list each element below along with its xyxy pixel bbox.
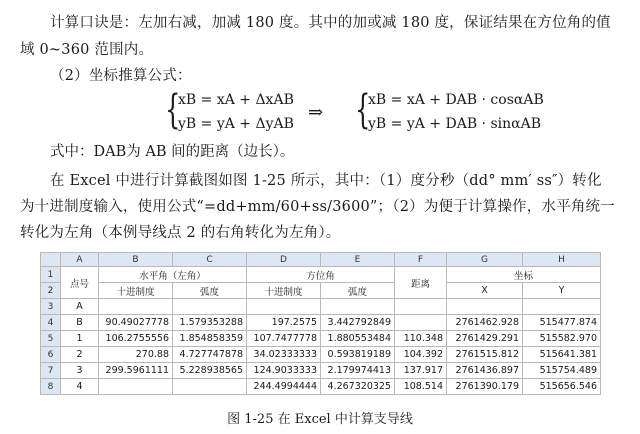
cell[interactable]: 2.179974413 xyxy=(321,363,395,379)
cell[interactable]: 106.2755556 xyxy=(99,331,173,347)
cell[interactable]: 90.49027778 xyxy=(99,315,173,331)
left-brace: { xyxy=(165,87,181,133)
body-line-2 xyxy=(20,194,628,221)
cell[interactable] xyxy=(395,299,447,315)
row-number[interactable]: 8 xyxy=(41,379,61,395)
header-x[interactable]: X xyxy=(447,283,523,299)
cell[interactable]: 2 xyxy=(61,347,99,363)
cell[interactable]: 515582.970 xyxy=(523,331,601,347)
cell[interactable]: 2761436.897 xyxy=(447,363,523,379)
formula-heading xyxy=(20,63,628,90)
cell[interactable]: 4.267320325 xyxy=(321,379,395,395)
formula-left-y: yB = yA + ΔyAB xyxy=(178,116,294,132)
cell[interactable]: 197.2575 xyxy=(247,315,321,331)
formula-right-y: yB = yA + DAB · sinαAB xyxy=(368,116,541,132)
col-letter-b[interactable]: B xyxy=(99,253,173,267)
cell[interactable]: 515656.546 xyxy=(523,379,601,395)
table-row xyxy=(41,347,601,363)
formula-right-x: xB = xA + DAB · cosαAB xyxy=(368,92,544,108)
cell[interactable]: 2761390.179 xyxy=(447,379,523,395)
row-number[interactable]: 6 xyxy=(41,347,61,363)
cell[interactable]: 1 xyxy=(61,331,99,347)
body-line-1-text: 在 Excel 中进行计算截图如图 1-25 所示，其中：（1）度分秒（dd° mm′ ss″）转化 xyxy=(50,173,602,189)
cell[interactable]: 110.348 xyxy=(395,331,447,347)
cell[interactable]: 1.880553484 xyxy=(321,331,395,347)
column-header-row xyxy=(41,253,601,267)
intro-line-1: 计算口诀是：左加右减，加减 180 度。其中的加或减 180 度，保证结果在方位角的值 xyxy=(50,15,611,31)
col-letter-a[interactable]: A xyxy=(61,253,99,267)
cell[interactable] xyxy=(173,379,247,395)
row-number[interactable]: 4 xyxy=(41,315,61,331)
cell[interactable]: 1.854858359 xyxy=(173,331,247,347)
row-number[interactable]: 2 xyxy=(41,283,61,299)
cell[interactable]: 515477.874 xyxy=(523,315,601,331)
table-row xyxy=(41,379,601,395)
header-coords[interactable]: 坐标 xyxy=(447,267,601,283)
cell[interactable] xyxy=(321,299,395,315)
cell[interactable]: 4.727747878 xyxy=(173,347,247,363)
cell[interactable]: 2761429.291 xyxy=(447,331,523,347)
implies-arrow: ⇒ xyxy=(308,102,324,123)
header-radian-1[interactable]: 弧度 xyxy=(173,283,247,299)
cell[interactable]: 1.579353288 xyxy=(173,315,247,331)
figure-caption: 图 1-25 在 Excel 中计算支导线 xyxy=(227,412,413,427)
cell[interactable]: 2761515.812 xyxy=(447,347,523,363)
cell[interactable]: 124.9033333 xyxy=(247,363,321,379)
cell[interactable]: A xyxy=(61,299,99,315)
cell[interactable]: 137.917 xyxy=(395,363,447,379)
cell[interactable]: 515641.381 xyxy=(523,347,601,363)
coordinate-formula xyxy=(160,88,560,140)
header-y[interactable]: Y xyxy=(523,283,601,299)
col-letter-g[interactable]: G xyxy=(447,253,523,267)
body-line-3 xyxy=(20,220,628,247)
cell[interactable]: 5.228938565 xyxy=(173,363,247,379)
header-azimuth[interactable]: 方位角 xyxy=(247,267,395,283)
table-row xyxy=(41,315,601,331)
cell[interactable] xyxy=(395,315,447,331)
header-point[interactable]: 点号 xyxy=(61,267,99,299)
col-letter-d[interactable]: D xyxy=(247,253,321,267)
corner-cell[interactable] xyxy=(41,253,61,267)
cell[interactable] xyxy=(523,299,601,315)
row-number[interactable]: 3 xyxy=(41,299,61,315)
cell[interactable] xyxy=(447,299,523,315)
table-row xyxy=(41,363,601,379)
col-letter-h[interactable]: H xyxy=(523,253,601,267)
intro-line-2-text: 域 0~360 范围内。 xyxy=(20,42,154,58)
cell[interactable]: 299.5961111 xyxy=(99,363,173,379)
header-decimal-1[interactable]: 十进制度 xyxy=(99,283,173,299)
col-letter-e[interactable]: E xyxy=(321,253,395,267)
intro-paragraph xyxy=(20,10,628,37)
cell[interactable]: 0.593819189 xyxy=(321,347,395,363)
right-brace: { xyxy=(355,87,371,133)
cell[interactable]: 34.02333333 xyxy=(247,347,321,363)
row-number[interactable]: 7 xyxy=(41,363,61,379)
cell[interactable]: 515754.489 xyxy=(523,363,601,379)
intro-line-2 xyxy=(20,37,628,64)
cell[interactable]: 107.7477778 xyxy=(247,331,321,347)
formula-explanation: 式中：DAB为 AB 间的距离（边长）。 xyxy=(50,144,295,160)
cell[interactable]: 244.4994444 xyxy=(247,379,321,395)
formula-left-x: xB = xA + ΔxAB xyxy=(178,92,294,108)
row-number[interactable]: 5 xyxy=(41,331,61,347)
cell[interactable] xyxy=(247,299,321,315)
cell[interactable]: 104.392 xyxy=(395,347,447,363)
col-letter-c[interactable]: C xyxy=(173,253,247,267)
table-row xyxy=(41,283,601,299)
header-horiz-angle[interactable]: 水平角（左角） xyxy=(99,267,247,283)
cell[interactable]: 270.88 xyxy=(99,347,173,363)
cell[interactable]: 3.442792849 xyxy=(321,315,395,331)
body-line-3-text: 转化为左角（本例导线点 2 的右角转化为左角）。 xyxy=(20,225,341,241)
cell[interactable] xyxy=(99,379,173,395)
col-letter-f[interactable]: F xyxy=(395,253,447,267)
cell[interactable]: 2761462.928 xyxy=(447,315,523,331)
header-distance[interactable]: 距离 xyxy=(395,267,447,299)
table-row xyxy=(41,299,601,315)
table-row xyxy=(41,331,601,347)
cell[interactable]: 4 xyxy=(61,379,99,395)
table-row xyxy=(41,267,601,283)
cell[interactable]: 3 xyxy=(61,363,99,379)
body-line-2-text: 为十进制度输入，使用公式“=dd+mm/60+ss/3600”；（2）为便于计算操作，水平角统一 xyxy=(20,199,615,215)
row-number[interactable]: 1 xyxy=(41,267,61,283)
cell[interactable]: B xyxy=(61,315,99,331)
cell[interactable]: 108.514 xyxy=(395,379,447,395)
header-radian-2[interactable]: 弧度 xyxy=(321,283,395,299)
cell[interactable] xyxy=(173,299,247,315)
body-line-1 xyxy=(20,168,628,195)
excel-sheet xyxy=(40,252,601,395)
cell[interactable] xyxy=(99,299,173,315)
formula-heading-text: （2）坐标推算公式： xyxy=(50,68,192,84)
header-decimal-2[interactable]: 十进制度 xyxy=(247,283,321,299)
